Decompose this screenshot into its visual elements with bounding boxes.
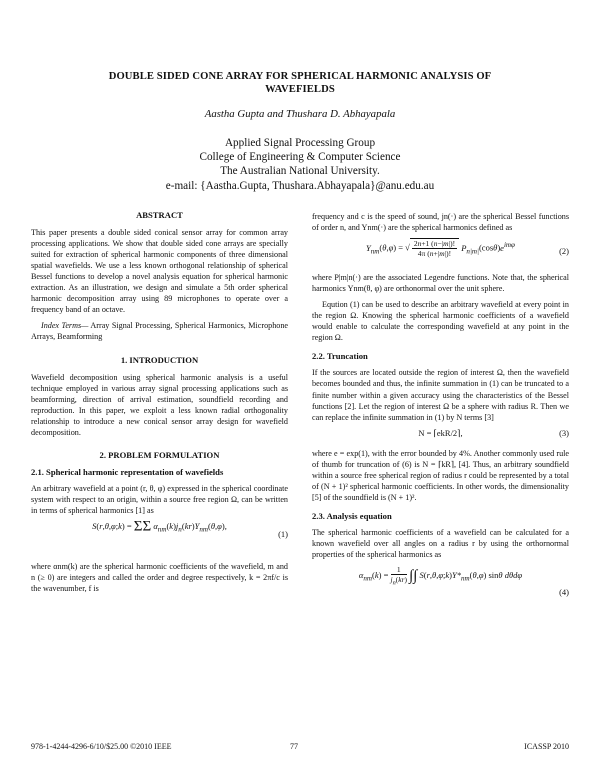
equation-2: $Y_{nm}(\theta,\varphi)$ = √ $\frac{2n+1 (n-|m|)!}{4\pi (n+|m|)!}$ $P_{n|m|}(\cos\theta)e^{im\varphi}$ (2): [366, 239, 569, 259]
subsection-2-1: 2.1. Spherical harmonic representation of wavefields: [31, 466, 224, 477]
problem-p2: where αnm(k) are the spherical harmonic coefficients of the wavefield, m and n (≥ 0) are integers and called the order and degree respectively, k = 2πf/c is the wavenumber, f is: [31, 562, 288, 594]
right-p1: frequency and c is the speed of sound, jn(·) are the spherical Bessel functions of order n, and Ynm(·) are the spherical harmonics defined as: [312, 212, 569, 233]
equation-3: N = ⌈ekR/2⌉, (3): [418, 427, 569, 438]
equation-4: $\alpha_{nm}(k)$ = $\frac{1}{j_n(kr)}$ ∫∫ $S(r,\theta,\varphi;k)Y*_{nm}(\theta,\varphi)$ sinθ dθdφ (4): [358, 565, 569, 598]
intro-text: Wavefield decomposition using spherical harmonic analysis is a useful technique employed in various array signal processing applications such as beamforming, direction of arrival estimation, soundfield recording and reproduction. In this paper, we exploit a less known radial orthogonality relationship to introduce a new conical sensor array design for wavefield decomposition.: [31, 372, 288, 437]
left-column: [31, 210, 288, 599]
right-p6: The spherical harmonic coefficients of a wavefield can be calculated for a known wavefield over all angles on a radius r by using the orthornormal properties of the spherical harmonics as: [312, 527, 569, 560]
paper-title: DOUBLE SIDED CONE ARRAY FOR SPHERICAL HARMONIC ANALYSIS OF WAVEFIELDS: [108, 71, 492, 95]
subsection-2-3: 2.3. Analysis equation: [312, 510, 392, 521]
right-p3: Eqution (1) can be used to describe an arbitrary wavefield at every point in the region Ω. Knowing the spherical harmonic coefficients of a wavefield would enable to calculate the corresponding wavefield at any point in the region Ω.: [312, 300, 569, 343]
problem-heading: 2. PROBLEM FORMULATION: [99, 449, 220, 460]
abstract-text: This paper presents a double sided conical sensor array for common array processing applications. We show that double sided cone arrays are specially suited for extraction of spherical harmonic components of three dimensional spatial wavefields. We use a less known orthogonal relationship of spherical Bessel functions to develop a novel analysis equation for spherical harmonic extraction. As an illustration, we design and simulate a 5th order spherical harmonic decomposition array using 89 microphones to operate over a frequency band of an octave.: [31, 228, 288, 315]
page-number: 77: [290, 742, 298, 751]
subsection-2-2: 2.2. Truncation: [312, 351, 368, 362]
intro-heading: 1. INTRODUCTION: [120, 354, 199, 365]
footer-conference: ICASSP 2010: [524, 742, 569, 751]
footer-isbn: 978-1-4244-4296-6/10/$25.00 ©2010 IEEE: [31, 742, 172, 751]
abstract-heading: ABSTRACT: [136, 210, 183, 220]
right-p5: where e = exp(1), with the error bounded by 4%. Another commonly used rule of thumb for truncation of (6) is N = ⌈kR⌉, [4]. Thus, an arbitrary soundfield within a source free spherical region of radius r could be represented by a total of (N + 1)² spherical harmonic coefficients. In other words, the dimensionality [5] of the soundfield is (N + 1)².: [312, 448, 569, 502]
problem-p1: An arbitrary wavefield at a point (r, θ, φ) expressed in the spherical coordinate system with respect to an origin, within a source free region Ω, can be written in terms of spherical harmonics [1] as: [31, 483, 288, 516]
right-column: [312, 211, 569, 605]
affiliation: Applied Signal Processing Group College of Engineering & Computer Science The Australian National University. e-mail: {Aastha.Gupta, Thushara.Abhayapala}@anu.edu.au: [165, 137, 435, 192]
right-p2: where P|m|n(·) are the associated Legendre functions. Note that, the spherical harmonics Ynm(θ, φ) are orthonormal over the unit sphere.: [312, 273, 569, 294]
right-p4: If the sources are located outside the region of interest Ω, then the wavefield becomes bounded and thus, the infinite summation in (1) can be truncated to a finite number within a given accuracy using the characteristics of the Bessel functions [2]. Let the region of interest Ω be a sphere with radius R. Then we can replace the infinite summation in (1) by N terms [3]: [312, 368, 569, 422]
equation-1: S(r,θ,φ;k) = ΣΣ $\alpha_{nm}(k)j_n(kr)Y_{nm}(\theta,\varphi)$, (1): [92, 518, 288, 540]
index-terms: Index Terms— Array Signal Processing, Spherical Harmonics, Microphone Arrays, Beamforming: [31, 321, 289, 342]
authors: Aastha Gupta and Thushara D. Abhayapala: [204, 108, 396, 120]
